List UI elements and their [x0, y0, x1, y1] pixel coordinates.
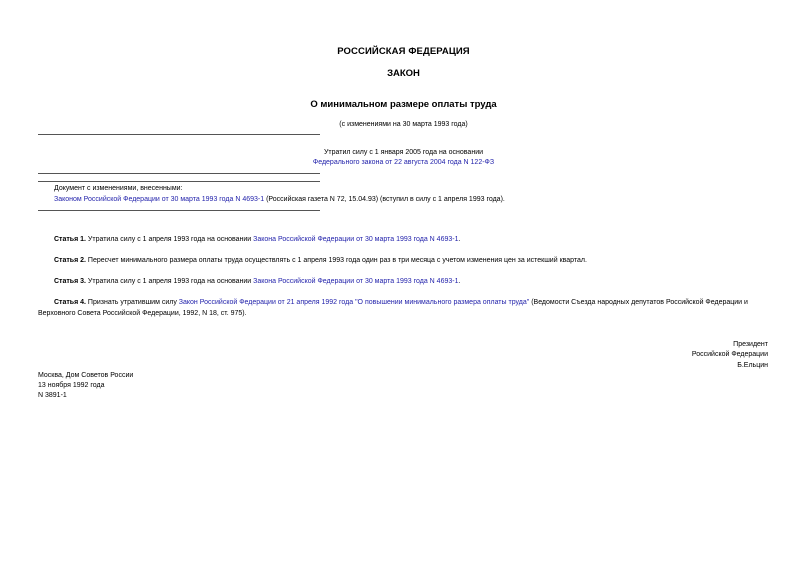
- article-4-tail: (Ведомости Съезда народных депутатов Российской Федерации и: [529, 299, 748, 306]
- signature-name: Б.Ельцин: [737, 362, 768, 369]
- federal-law-122-link[interactable]: Федерального закона от 22 августа 2004 года N 122-ФЗ: [312, 159, 495, 166]
- divider: [38, 181, 320, 182]
- footer-date: 13 ноября 1992 года: [38, 382, 105, 389]
- article-4: [54, 299, 748, 306]
- divider: [38, 134, 320, 135]
- article-3-link[interactable]: Закона Российской Федерации от 30 марта 1993 года N 4693-1: [253, 278, 459, 285]
- federation-heading: РОССИЙСКАЯ ФЕДЕРАЦИЯ: [337, 46, 470, 57]
- divider: [38, 210, 320, 211]
- law-4693-link[interactable]: Законом Российской Федерации от 30 марта 1993 года N 4693-1: [54, 196, 265, 203]
- law-heading: ЗАКОН: [387, 68, 420, 79]
- footer-number: N 3891-1: [38, 392, 67, 399]
- article-1-label: Статья 1.: [54, 236, 86, 243]
- article-1: [54, 236, 460, 243]
- changes-line: [54, 196, 505, 203]
- changes-tail: (Российская газета N 72, 15.04.93) (вступил в силу с 1 апреля 1993 года).: [264, 196, 505, 203]
- law-title: О минимальном размере оплаты труда: [310, 99, 497, 110]
- article-2: [54, 257, 587, 264]
- expired-link-line: [0, 159, 807, 166]
- changes-intro: Документ с изменениями, внесенными:: [54, 185, 183, 192]
- article-3-end: .: [458, 278, 461, 285]
- article-2-label: Статья 2.: [54, 257, 86, 264]
- article-2-text: Пересчет минимального размера оплаты труда осуществлять с 1 апреля 1993 года один раз в три месяца с учетом изменения цен за истекший квартал.: [85, 257, 587, 264]
- article-4-text: Признать утратившим силу: [85, 299, 179, 306]
- divider: [38, 173, 320, 174]
- amendment-note: (с изменениями на 30 марта 1993 года): [339, 121, 468, 128]
- article-4-link[interactable]: Закон Российской Федерации от 21 апреля 1992 года "О повышении минимального размера оплаты труда": [178, 299, 530, 306]
- expired-note: Утратил силу с 1 января 2005 года на основании: [323, 149, 484, 156]
- signature-title-1: Президент: [733, 341, 768, 348]
- article-3-text: Утратила силу с 1 апреля 1993 года на основании: [85, 278, 254, 285]
- footer-place: Москва, Дом Советов России: [38, 372, 134, 379]
- article-3-label: Статья 3.: [54, 278, 86, 285]
- article-1-link[interactable]: Закона Российской Федерации от 30 марта 1993 года N 4693-1: [253, 236, 459, 243]
- article-1-text: Утратила силу с 1 апреля 1993 года на основании: [85, 236, 254, 243]
- article-4-continued: Верховного Совета Российской Федерации, 1992, N 18, ст. 975).: [38, 310, 247, 317]
- signature-title-2: Российской Федерации: [691, 351, 768, 358]
- article-4-label: Статья 4.: [54, 299, 86, 306]
- article-3: [54, 278, 460, 285]
- article-1-end: .: [458, 236, 461, 243]
